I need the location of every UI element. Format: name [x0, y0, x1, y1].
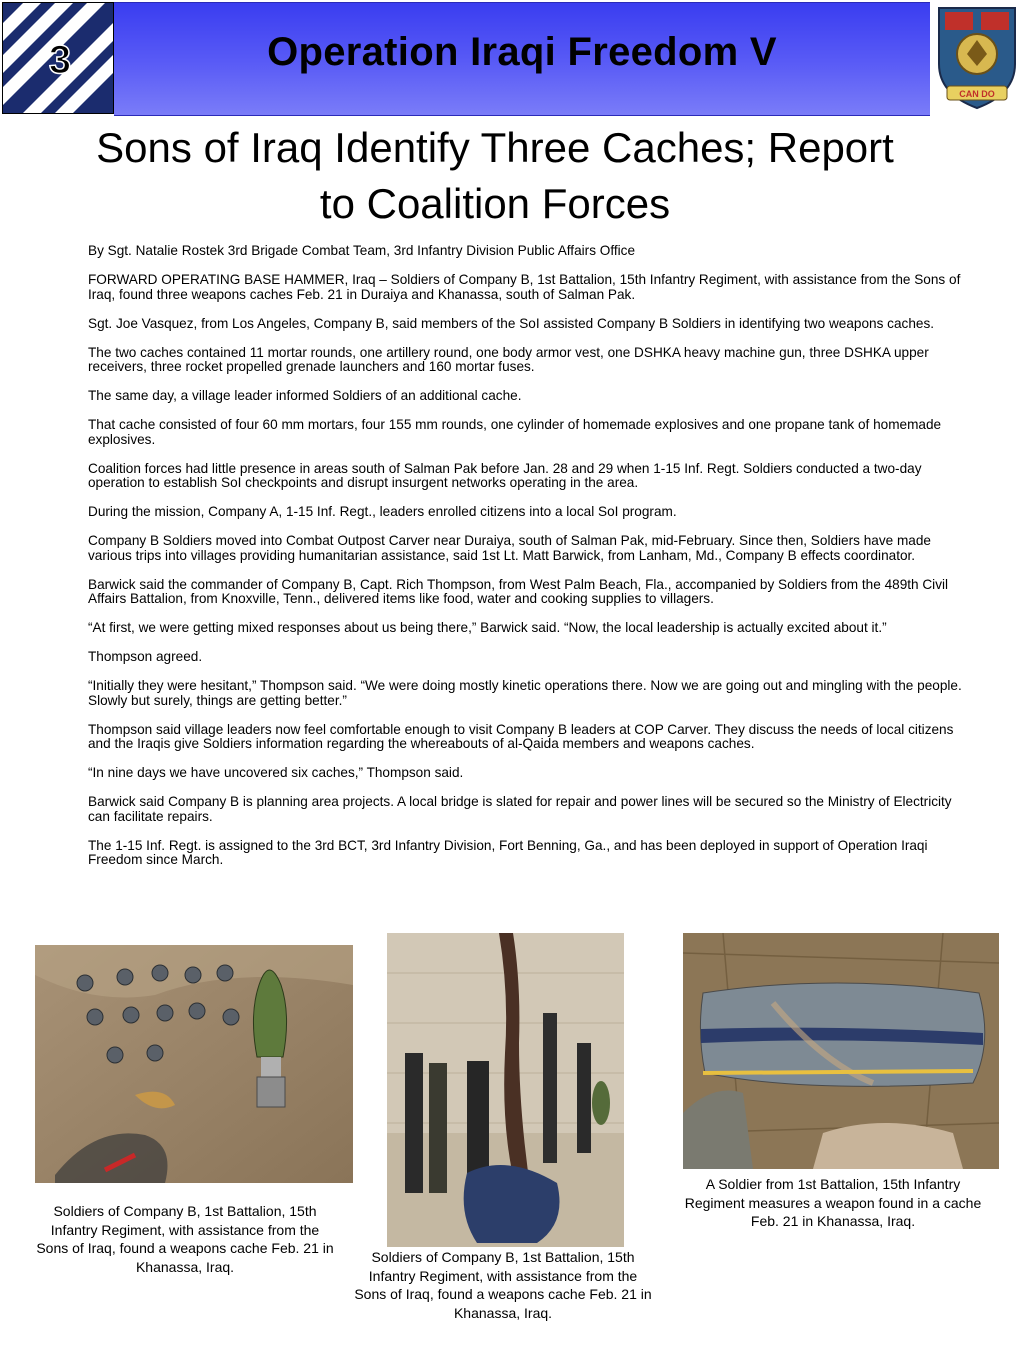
- page-header: [0, 0, 1024, 115]
- banner-title: Operation Iraqi Freedom V: [267, 30, 777, 74]
- logo-numeral: 3: [48, 38, 72, 82]
- paragraph: The 1-15 Inf. Regt. is assigned to the 3rd BCT, 3rd Infantry Division, Fort Benning, Ga., and has been deployed in support of Operation Iraqi Freedom since March.: [88, 837, 928, 867]
- photo-weapons-cache: [387, 933, 624, 1247]
- paragraph: That cache consisted of four 60 mm mortars, four 155 mm rounds, one cylinder of homemade explosives and one propane tank of homemade explosives.: [88, 417, 942, 447]
- headline-line-2: to Coalition Forces: [319, 180, 671, 227]
- paragraph: The same day, a village leader informed Soldiers of an additional cache.: [88, 388, 522, 403]
- paragraph: During the mission, Company A, 1-15 Inf. Regt., leaders enrolled citizens into a local SoI program.: [88, 504, 677, 519]
- caption-photo-3: A Soldier from 1st Battalion, 15th Infantry Regiment measures a weapon found in a cache Feb. 21 in Khanassa, Iraq.: [684, 1176, 982, 1229]
- paragraph: Barwick said the commander of Company B, Capt. Rich Thompson, from West Palm Beach, Fla., accompanied by Soldiers from the 489th Civil Affairs Battalion, from Knoxville, Tenn., delivered items like food, water and cooking supplies to villagers.: [88, 576, 949, 606]
- byline: By Sgt. Natalie Rostek 3rd Brigade Combat Team, 3rd Infantry Division Public Affairs Office: [88, 243, 636, 258]
- paragraph: Thompson agreed.: [88, 649, 203, 664]
- photo-mortar-rounds: [35, 945, 353, 1183]
- paragraph: FORWARD OPERATING BASE HAMMER, Iraq – Soldiers of Company B, 1st Battalion, 15th Infantry Regiment, with assistance from the Sons of Iraq, found three weapons caches Feb. 21 in Duraiya and Khanassa, south of Salman Pak.: [88, 272, 961, 302]
- paragraph: Barwick said Company B is planning area projects. A local bridge is slated for repair and power lines will be secured so the Ministry of Electricity can facilitate repairs.: [88, 794, 952, 824]
- paragraph: Coalition forces had little presence in areas south of Salman Pak before Jan. 28 and 29 when 1-15 Inf. Regt. Soldiers conducted a two-day operation to establish SoI checkpoints and disrupt insurgent networks operating in the area.: [88, 460, 922, 490]
- crest-motto: CAN DO: [959, 89, 995, 99]
- article-body: [88, 244, 968, 882]
- paragraph: “In nine days we have uncovered six caches,” Thompson said.: [88, 765, 464, 780]
- article-headline: [40, 120, 950, 232]
- paragraph: “At first, we were getting mixed responses about us being there,” Barwick said. “Now, the local leadership is actually excited about it.”: [88, 620, 887, 635]
- photo-measuring-weapon: [683, 933, 999, 1169]
- regiment-crest-logo: [933, 2, 1021, 112]
- paragraph: Company B Soldiers moved into Combat Outpost Carver near Duraiya, south of Salman Pak, mid-February. Since then, Soldiers have made various trips into villages providing humanitarian assistance, said 1st Lt. Matt Barwick, from Lanham, Md., Company B effects coordinator.: [88, 533, 931, 563]
- caption-photo-2: Soldiers of Company B, 1st Battalion, 15th Infantry Regiment, with assistance from the Sons of Iraq, found a weapons cache Feb. 21 in Khanassa, Iraq.: [354, 1249, 652, 1321]
- paragraph: The two caches contained 11 mortar rounds, one artillery round, one body armor vest, one DSHKA heavy machine gun, three DSHKA upper receivers, three rocket propelled grenade launchers and 160 mortar fuses.: [88, 344, 929, 374]
- caption-photo-1: Soldiers of Company B, 1st Battalion, 15th Infantry Regiment, with assistance from the Sons of Iraq, found a weapons cache Feb. 21 in Khanassa, Iraq.: [36, 1203, 334, 1275]
- 3rd-infantry-division-logo: [2, 2, 114, 114]
- paragraph: Sgt. Joe Vasquez, from Los Angeles, Company B, said members of the SoI assisted Company B Soldiers in identifying two weapons caches.: [88, 315, 935, 331]
- paragraph: Thompson said village leaders now feel comfortable enough to visit Company B leaders at COP Carver. They discuss the needs of local citizens and the Iraqis give Soldiers information regarding the whereabouts of al-Qaida members and weapons caches.: [88, 721, 954, 751]
- paragraph: “Initially they were hesitant,” Thompson said. “We were doing mostly kinetic operations there. Now we are going out and mingling with the people. Slowly but surely, things are getting better.”: [88, 678, 962, 708]
- headline-line-1: Sons of Iraq Identify Three Caches; Report: [96, 124, 894, 171]
